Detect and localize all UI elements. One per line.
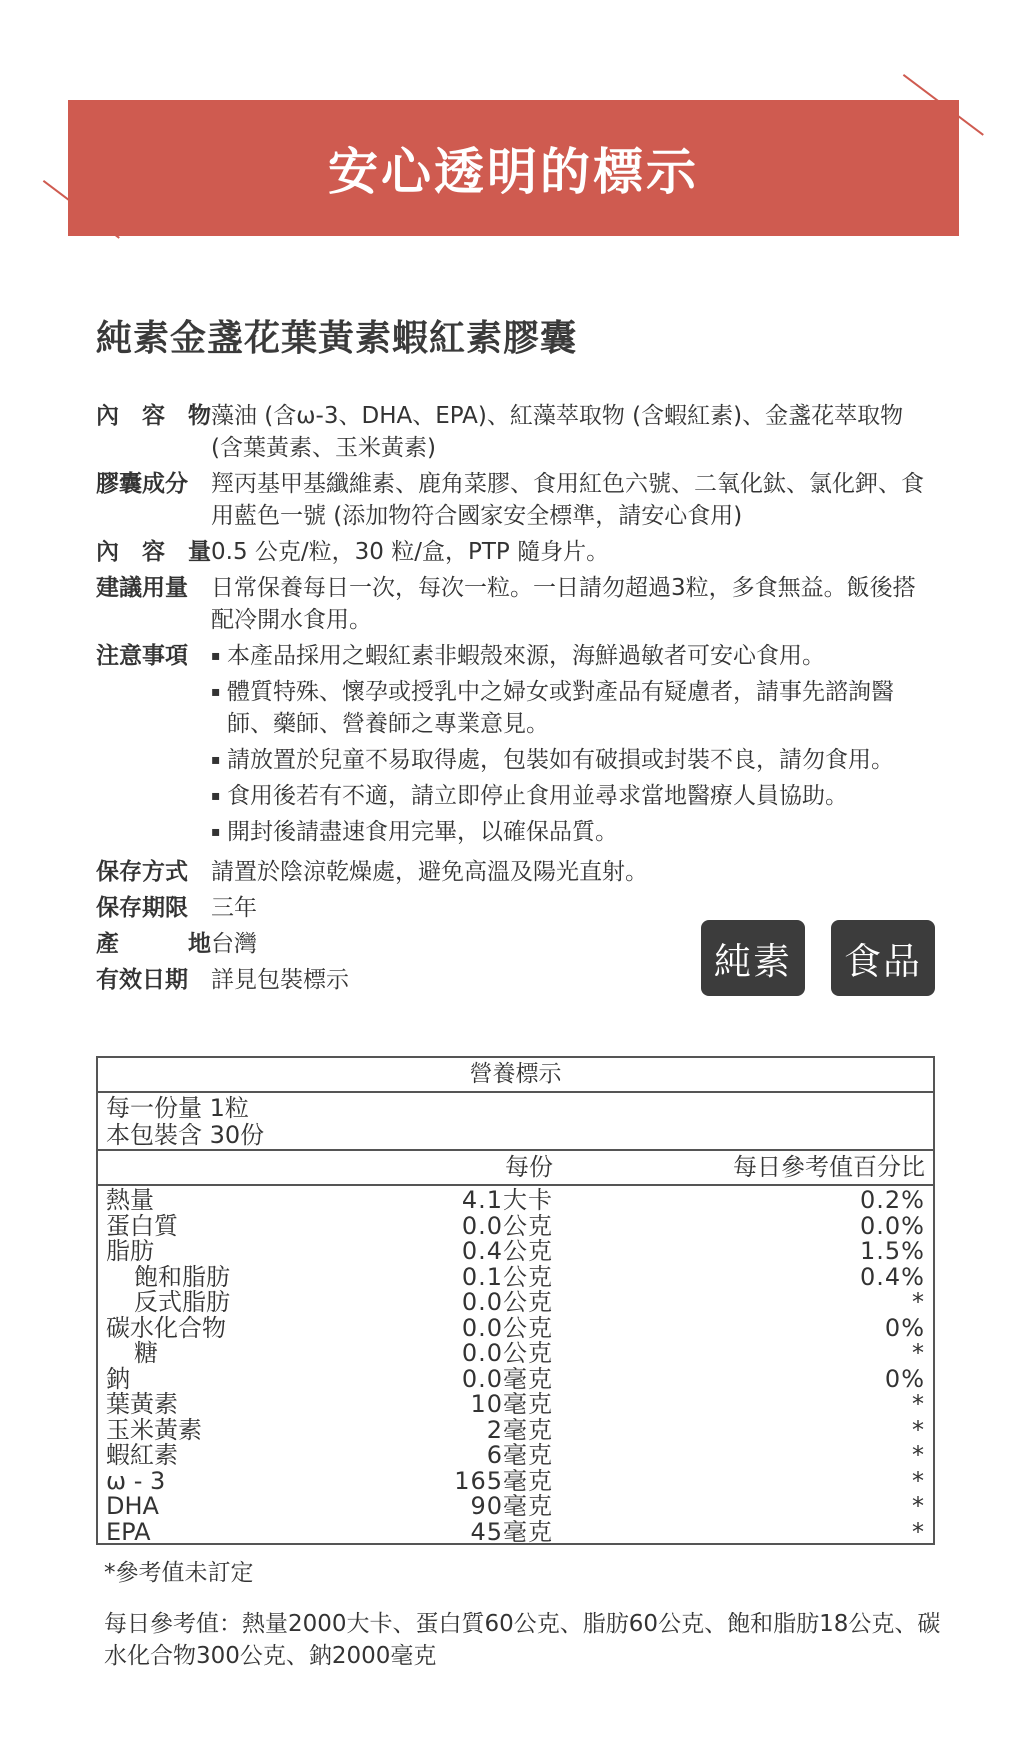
nutrition-row — [98, 1341, 933, 1367]
note-text: 請放置於兒童不易取得處，包裝如有破損或封裝不良，請勿食用。 — [227, 747, 894, 773]
nutrient-per-serving: 0.0毫克 — [461, 1364, 553, 1393]
nutrient-name: 飽和脂肪 — [134, 1262, 230, 1291]
daily-value-note: 每日參考值：熱量2000大卡、蛋白質60公克、脂肪60公克、飽和脂肪18公克、碳水化合物300公克、鈉2000毫克 — [104, 1611, 941, 1669]
nutrition-row — [98, 1415, 933, 1444]
spec-value: 三年 — [211, 895, 257, 921]
bullet-icon: ▪ — [211, 648, 221, 664]
nutrition-row — [98, 1494, 933, 1520]
spec-label: 保存期限 — [96, 895, 188, 921]
note-item — [211, 640, 936, 672]
nutrition-row — [98, 1188, 933, 1214]
nutrient-name: 糖 — [134, 1339, 158, 1367]
nutrition-row — [98, 1364, 933, 1393]
note-item — [211, 816, 936, 848]
nutrition-table — [96, 1056, 935, 1545]
note-item — [211, 744, 936, 776]
serving-size: 每一份量 1粒 — [106, 1094, 249, 1122]
note-item — [211, 780, 936, 812]
nutrition-row — [98, 1443, 933, 1469]
nutrient-per-serving: 0.0公克 — [461, 1211, 553, 1240]
nutrient-name: 鈉 — [106, 1364, 130, 1393]
spec-value: 藻油 (含ω-3、DHA、EPA)、紅藻萃取物 (含蝦紅素)、金盞花萃取物 (含葉黃素、玉米黃素) — [211, 403, 904, 461]
spec-label: 膠囊成分 — [96, 471, 188, 497]
nutrient-name: DHA — [106, 1492, 159, 1520]
spec-row — [96, 964, 696, 996]
spec-row — [96, 400, 936, 464]
nutrient-daily-value: * — [912, 1390, 925, 1418]
nutrient-per-serving: 10毫克 — [470, 1390, 553, 1418]
nutrition-row — [98, 1290, 933, 1316]
nutrient-daily-value: 0% — [884, 1364, 925, 1393]
bullet-icon: ▪ — [211, 788, 221, 804]
nutrient-name: 蛋白質 — [106, 1211, 178, 1240]
nutrient-daily-value: 0.0% — [860, 1211, 925, 1240]
nutrient-per-serving: 0.0公克 — [461, 1313, 553, 1342]
spec-value: 詳見包裝標示 — [211, 967, 349, 993]
servings-per-package: 本包裝含 30份 — [106, 1121, 265, 1149]
nutrient-per-serving: 165毫克 — [454, 1466, 553, 1495]
nutrient-daily-value: * — [912, 1441, 925, 1469]
spec-label: 保存方式 — [96, 859, 188, 885]
nutrient-name: 葉黃素 — [106, 1390, 178, 1418]
nutrient-daily-value: 0.4% — [860, 1262, 925, 1291]
footnote: *參考值未訂定 — [104, 1560, 254, 1586]
nutrition-row — [98, 1239, 933, 1265]
product-title: 純素金盞花葉黃素蝦紅素膠囊 — [96, 318, 578, 359]
spec-value: 0.5 公克/粒，30 粒/盒，PTP 隨身片。 — [211, 539, 610, 565]
nutrient-daily-value: 0% — [884, 1313, 925, 1342]
spec-row — [96, 536, 936, 568]
nutrient-daily-value: * — [912, 1288, 925, 1316]
nutrition-row — [98, 1211, 933, 1240]
spec-value: 台灣 — [211, 931, 257, 957]
nutrient-per-serving: 0.1公克 — [461, 1262, 553, 1291]
badge-vegan: 純素 — [701, 920, 805, 996]
nutrient-daily-value: * — [912, 1517, 925, 1546]
note-text: 體質特殊、懷孕或授乳中之婦女或對產品有疑慮者，請事先諮詢醫師、藥師、營養師之專業意見。 — [227, 679, 894, 737]
nutrition-row — [98, 1313, 933, 1342]
note-text: 食用後若有不適，請立即停止食用並尋求當地醫療人員協助。 — [227, 783, 848, 809]
spec-row — [96, 856, 696, 888]
notes-list — [211, 640, 936, 852]
nutrient-name: 熱量 — [106, 1186, 154, 1214]
nutrition-rows — [98, 1186, 933, 1545]
nutrient-name: 脂肪 — [106, 1237, 154, 1265]
col-per-serving: 每份 — [505, 1153, 553, 1181]
spec-value: 日常保養每日一次，每次一粒。一日請勿超過3粒，多食無益。飯後搭配冷開水食用。 — [211, 575, 916, 633]
spec-row — [96, 928, 696, 960]
nutrient-per-serving: 0.4公克 — [461, 1237, 553, 1265]
nutrient-name: EPA — [106, 1517, 151, 1546]
bullet-icon: ▪ — [211, 684, 221, 700]
nutrition-row — [98, 1517, 933, 1546]
spec-row — [96, 892, 696, 924]
nutrient-name: 蝦紅素 — [106, 1441, 178, 1469]
nutrient-name: 玉米黃素 — [106, 1415, 202, 1444]
nutrient-per-serving: 6毫克 — [486, 1441, 553, 1469]
spec-row — [96, 572, 936, 636]
nutrient-per-serving: 4.1大卡 — [461, 1186, 553, 1214]
col-daily-value: 每日參考值百分比 — [733, 1153, 925, 1181]
nutrient-per-serving: 0.0公克 — [461, 1288, 553, 1316]
nutrient-per-serving: 90毫克 — [470, 1492, 553, 1520]
spec-row — [96, 468, 936, 532]
spec-label: 內 容 物 — [96, 403, 211, 429]
spec-label: 建議用量 — [96, 575, 188, 601]
badge-food: 食品 — [831, 920, 935, 996]
nutrient-daily-value: 0.2% — [860, 1186, 925, 1214]
nutrient-daily-value: 1.5% — [860, 1237, 925, 1265]
nutrition-title: 營養標示 — [98, 1058, 933, 1093]
notes-label: 注意事項 — [96, 643, 188, 669]
spec-label: 內 容 量 — [96, 539, 211, 565]
nutrient-daily-value: * — [912, 1492, 925, 1520]
nutrition-row — [98, 1262, 933, 1291]
nutrient-name: 碳水化合物 — [106, 1313, 226, 1342]
nutrient-daily-value: * — [912, 1415, 925, 1444]
nutrition-row — [98, 1466, 933, 1495]
bullet-icon: ▪ — [211, 824, 221, 840]
nutrient-per-serving: 45毫克 — [470, 1517, 553, 1546]
nutrient-name: ω - 3 — [106, 1466, 166, 1495]
spec-value: 羥丙基甲基纖維素、鹿角菜膠、食用紅色六號、二氧化鈦、氯化鉀、食用藍色一號 (添加物符合國家安全標準，請安心食用) — [211, 471, 924, 529]
spec-label: 有效日期 — [96, 967, 188, 993]
nutrient-per-serving: 2毫克 — [486, 1415, 553, 1444]
nutrition-header — [98, 1151, 933, 1186]
nutrition-row — [98, 1392, 933, 1418]
note-text: 本產品採用之蝦紅素非蝦殼來源，海鮮過敏者可安心食用。 — [227, 643, 825, 669]
product-specs — [96, 400, 936, 1000]
banner-title: 安心透明的標示 — [328, 143, 699, 201]
title-banner — [68, 100, 959, 236]
nutrient-name: 反式脂肪 — [134, 1288, 230, 1316]
spec-label: 產 地 — [96, 931, 211, 957]
note-text: 開封後請盡速食用完畢，以確保品質。 — [227, 819, 618, 845]
note-item — [211, 676, 936, 740]
nutrition-serving — [98, 1093, 933, 1151]
bullet-icon: ▪ — [211, 752, 221, 768]
nutrient-daily-value: * — [912, 1466, 925, 1495]
spec-value: 請置於陰涼乾燥處，避免高溫及陽光直射。 — [211, 859, 648, 885]
nutrient-per-serving: 0.0公克 — [461, 1339, 553, 1367]
notes-section — [96, 640, 936, 852]
nutrient-daily-value: * — [912, 1339, 925, 1367]
